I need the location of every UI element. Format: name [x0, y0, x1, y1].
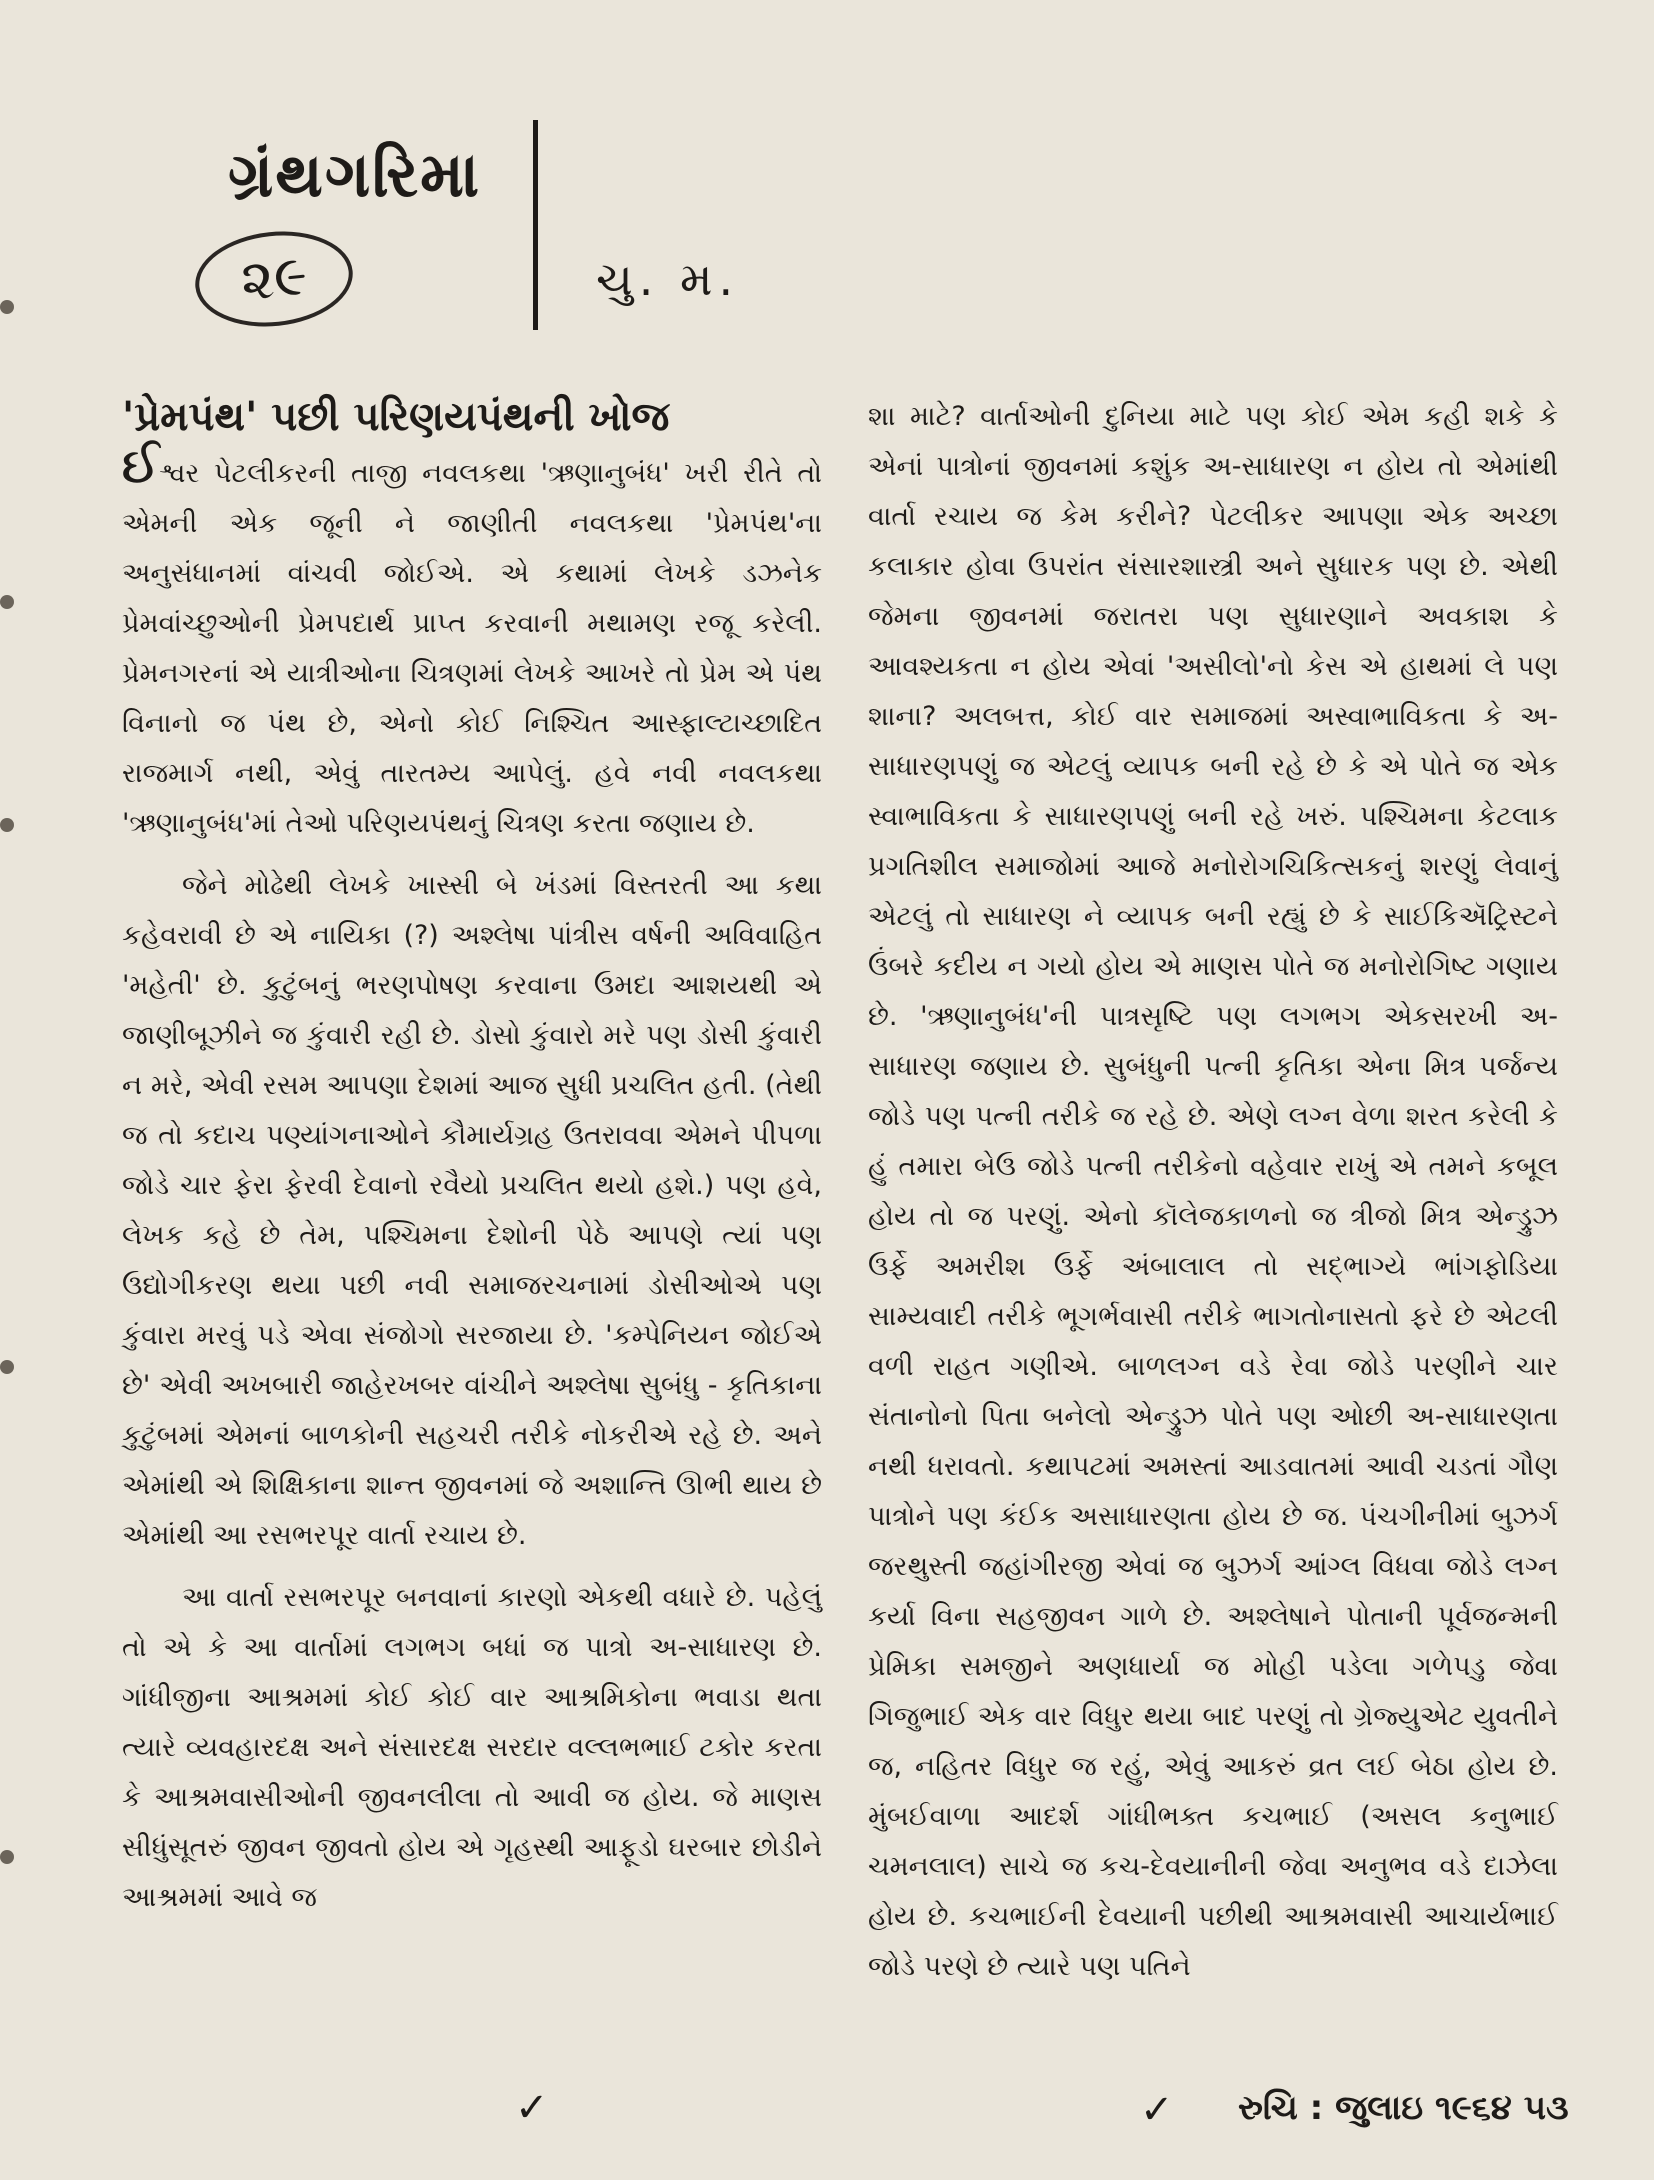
binding-hole — [0, 1850, 14, 1864]
check-mark: ✓ — [515, 2085, 549, 2131]
header-divider — [533, 120, 538, 330]
author-initials: ચુ. મ. — [596, 252, 740, 306]
binding-hole — [0, 595, 14, 609]
binding-hole — [0, 818, 14, 832]
check-mark: ✓ — [1140, 2087, 1174, 2133]
paragraph: જેને મોઢેથી લેખકે ખાસ્સી બે ખંડમાં વિસ્તરતી આ કથા કહેવરાવી છે એ નાયિકા (?) અશ્લેષા પાંત્રીસ વર્ષની અવિવાહિત 'મહેતી' છે. કુટુંબનું ભરણપોષણ કરવાના ઉમદા આશયથી એ જાણીબૂઝીને જ કુંવારી રહી છે. ડોસો કુંવારો મરે પણ ડોસી કુંવારી ન મરે, એવી રસમ આપણા દેશમાં આજ સુધી પ્રચલિત હતી. (તેથી જ તો કદાચ પણ્યાંગનાઓને કૌમાર્યગ્રહ ઉતરાવવા એમને પીપળા જોડે ચાર ફેરા ફેરવી દેવાનો રવૈયો પ્રચલિત થયો હશે.) પણ હવે, લેખક કહે છે તેમ, પશ્ચિમના દેશોની પેઠે આપણે ત્યાં પણ ઉદ્યોગીકરણ થયા પછી નવી સમાજરચનામાં ડોસીઓએ પણ કુંવારા મરવું પડે એવા સંજોગો સરજાયા છે. 'કમ્પેનિયન જોઈએ છે' એવી અખબારી જાહેરખબર વાંચીને અશ્લેષા સુબંધુ - કૃતિકાના કુટુંબમાં એમનાં બાળકોની સહચરી તરીકે નોકરીએ રહે છે. અને એમાંથી એ શિક્ષિકાના શાન્ત જીવનમાં જે અશાન્તિ ઊભી થાય છે એમાંથી આ રસભરપૂર વાર્તા રચાય છે. — [122, 870, 822, 1551]
section-heading: ગ્રંથગરિમા — [228, 138, 482, 211]
page-header — [0, 0, 1654, 380]
paragraph: આ વાર્તા રસભરપૂર બનવાનાં કારણો એકથી વધારે છે. પહેલું તો એ કે આ વાર્તામાં લગભગ બધાં જ પાત્રો અ-સાધારણ છે. ગાંધીજીના આશ્રમમાં કોઈ કોઈ વાર આશ્રમિકોના ભવાડા થતા ત્યારે વ્યવહારદક્ષ અને સંસારદક્ષ સરદાર વલ્લભભાઈ ટકોર કરતા કે આશ્રમવાસીઓની જીવનલીલા તો આવી જ હોય. જે માણસ સીધુંસૂતરું જીવન જીવતો હોય એ ગૃહસ્થી આફૂડો ઘરબાર છોડીને આશ્રમમાં આવે જ — [122, 1582, 822, 1913]
binding-hole — [0, 1360, 14, 1374]
article-title: 'પ્રેમપંથ' પછી પરિણયપંથની ખોજ — [122, 394, 670, 440]
right-column — [868, 392, 1558, 2004]
paragraph — [122, 438, 822, 849]
drop-cap: ઈ — [122, 438, 160, 494]
page-footer: રુચિ : જુલાઇ ૧૯૬૪ ૫૩ — [1238, 2088, 1569, 2128]
paragraph-text: શ્વર પેટલીકરની તાજી નવલકથા 'ઋણાનુબંધ' ખરી રીતે તો એમની એક જૂની ને જાણીતી નવલકથા 'પ્રેમપંથ'ના અનુસંધાનમાં વાંચવી જોઈએ. એ કથામાં લેખકે ડઝનેક પ્રેમવાંચ્છુઓની પ્રેમપદાર્થ પ્રાપ્ત કરવાની મથામણ રજૂ કરેલી. પ્રેમનગરનાં એ યાત્રીઓના ચિત્રણમાં લેખકે આખરે તો પ્રેમ એ પંથ વિનાનો જ પંથ છે, એનો કોઈ નિશ્ચિત આસ્ફાલ્ટાચ્છાદિત રાજમાર્ગ નથી, એવું તારતમ્ય આપેલું. હવે નવી નવલકથા 'ઋણાનુબંધ'માં તેઓ પરિણયપંથનું ચિત્રણ કરતા જણાય છે. — [122, 458, 822, 839]
left-column — [122, 392, 822, 1935]
handwritten-page-number: ૨૯ — [191, 224, 358, 334]
paragraph: શા માટે? વાર્તાઓની દુનિયા માટે પણ કોઈ એમ કહી શકે કે એનાં પાત્રોનાં જીવનમાં કશુંક અ-સાધારણ ન હોય તો એમાંથી વાર્તા રચાય જ કેમ કરીને? પેટલીકર આપણા એક અચ્છા કલાકાર હોવા ઉપરાંત સંસારશાસ્ત્રી અને સુધારક પણ છે. એથી જેમના જીવનમાં જરાતરા પણ સુધારણાને અવકાશ કે આવશ્યકતા ન હોય એવાં 'અસીલો'નો કેસ એ હાથમાં લે પણ શાના? અલબત્ત, કોઈ વાર સમાજમાં અસ્વાભાવિકતા કે અ-સાધારણપણું જ એટલું વ્યાપક બની રહે છે કે એ પોતે જ એક સ્વાભાવિકતા કે સાધારણપણું બની રહે ખરું. પશ્ચિમના કેટલાક પ્રગતિશીલ સમાજોમાં આજે મનોરોગચિકિત્સકનું શરણું લેવાનું એટલું તો સાધારણ ને વ્યાપક બની રહ્યું છે કે સાઈકિઍટ્રિસ્ટને ઉંબરે કદીય ન ગયો હોય એ માણસ પોતે જ મનોરોગિષ્ટ ગણાય છે. 'ઋણાનુબંધ'ની પાત્રસૃષ્ટિ પણ લગભગ એકસરખી અ-સાધારણ જણાય છે. સુબંધુની પત્ની કૃતિકા એના મિત્ર પર્જન્ય જોડે પણ પત્ની તરીકે જ રહે છે. એણે લગ્ન વેળા શરત કરેલી કે હું તમારા બેઉ જોડે પત્ની તરીકેનો વહેવાર રાખું એ તમને કબૂલ હોય તો જ પરણું. એનો કૉલેજકાળનો જ ત્રીજો મિત્ર એન્ડ્રુઝ ઉર્ફે અમરીશ ઉર્ફે અંબાલાલ તો સદ્ભાગ્યે ભાંગફોડિયા સામ્યવાદી તરીકે ભૂગર્ભવાસી તરીકે ભાગતોનાસતો ફરે છે એટલી વળી રાહત ગણીએ. બાળલગ્ન વડે રેવા જોડે પરણીને ચાર સંતાનોનો પિતા બનેલો એન્ડ્રુઝ પોતે પણ ઓછી અ-સાધારણતા નથી ધરાવતો. કથાપટમાં અમસ્તાં આડવાતમાં આવી ચડતાં ગૌણ પાત્રોને પણ કંઈક અસાધારણતા હોય છે જ. પંચગીનીમાં બુઝર્ગ જરથુસ્તી જહાંગીરજી એવાં જ બુઝર્ગ આંગ્લ વિધવા જોડે લગ્ન કર્યા વિના સહજીવન ગાળે છે. અશ્લેષાને પોતાની પૂર્વજન્મની પ્રેમિકા સમજીને અણધાર્યા જ મોહી પડેલા ગળેપડુ જેવા ગિજુભાઈ એક વાર વિધુર થયા બાદ પરણું તો ગ્રેજ્યુએટ યુવતીને જ, નહિતર વિધુર જ રહું, એવું આકરું વ્રત લઈ બેઠા હોય છે. મુંબઈવાળા આદર્શ ગાંધીભક્ત કચભાઈ (અસલ કનુભાઈ ચમનલાલ) સાચે જ કચ-દેવયાનીની જેવા અનુભવ વડે દાઝેલા હોય છે. કચભાઈની દેવયાની પછીથી આશ્રમવાસી આચાર્યભાઈ જોડે પરણે છે ત્યારે પણ પતિને — [868, 401, 1558, 1982]
